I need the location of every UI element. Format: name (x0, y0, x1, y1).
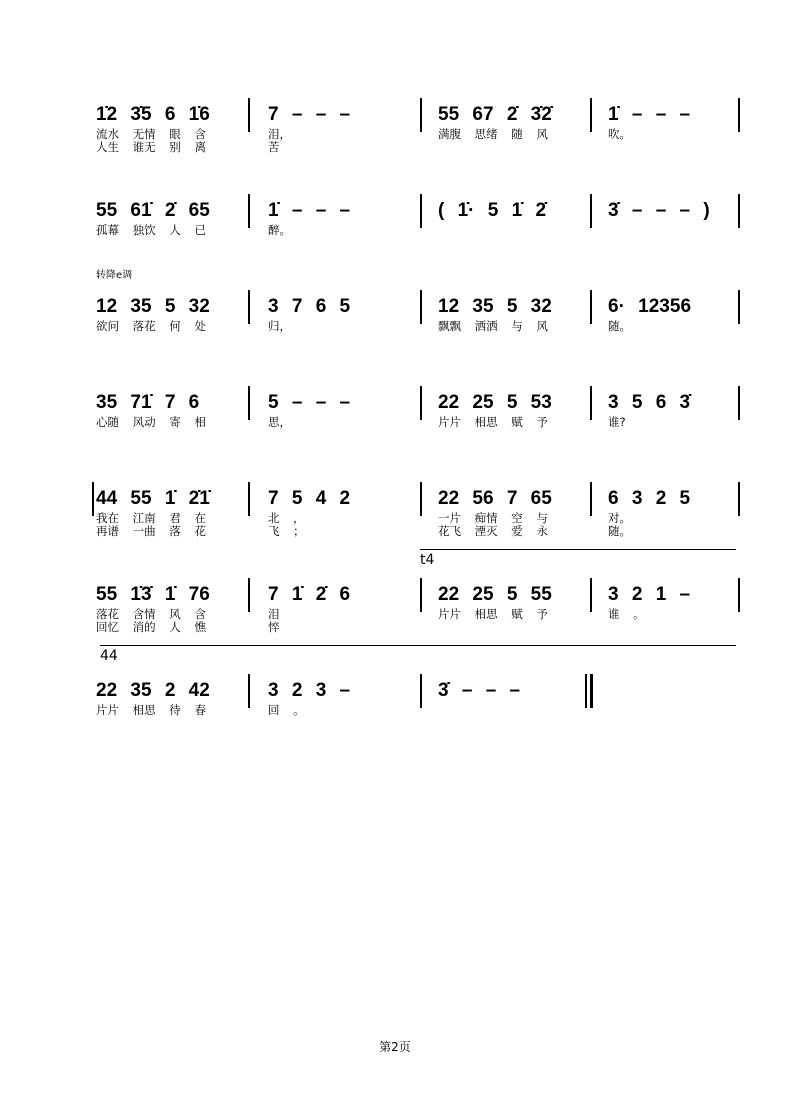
measure-notes: 12 35 5 32 (438, 296, 552, 317)
measure-notes: ( 1̇· 5 1̇ 2̇ (438, 200, 547, 221)
lyric-verse-1: 泪， (268, 127, 291, 141)
lyric-verse-1: 片片 相思 赋 予 (438, 415, 548, 429)
barline (590, 194, 592, 228)
barline (590, 386, 592, 420)
lyric-verse-1: 吹。 (608, 127, 631, 141)
lyric-verse-2: 苦 (268, 140, 280, 154)
score-system-4 (0, 390, 790, 470)
measure-notes: 22 25 5 55 (438, 584, 552, 605)
lyric-verse-1: 片片 相思 待 春 (96, 703, 206, 717)
measure-notes: 55 67 2̇ 3̇2̇ (438, 104, 552, 125)
lyric-verse-1: 流水 无情 眼 含 (96, 127, 206, 141)
measure-notes: 55 1̇3̇ 1̇ 76 (96, 584, 210, 605)
measure-notes: 7 5 4 2 (268, 488, 351, 509)
score-system-5 (0, 486, 790, 566)
lyric-verse-1: 我在 江南 君 在 (96, 511, 206, 525)
lyric-verse-1: 随。 (608, 319, 631, 333)
measure-notes: 55 61̇ 2̇ 65 (96, 200, 210, 221)
measure-notes: 1̇2 3̇5 6 1̇6 (96, 104, 210, 125)
barline (585, 674, 587, 708)
repeat-start-barline (92, 482, 94, 516)
barline (420, 194, 422, 228)
barline (248, 194, 250, 228)
lyric-verse-2: 花飞 湮灭 爱 永 (438, 524, 548, 538)
barline (738, 194, 740, 228)
barline (248, 290, 250, 324)
lyric-verse-2: 悴 (268, 620, 280, 634)
lyric-verse-1: 欲问 落花 何 处 (96, 319, 206, 333)
measure-notes: 35 71̇ 7 6 (96, 392, 200, 413)
barline (420, 578, 422, 612)
measure-notes: 3 5 6 3̇ (608, 392, 691, 413)
barline (248, 674, 250, 708)
measure-notes: 3 2 3 – (268, 680, 351, 701)
barline (248, 98, 250, 132)
measure-notes: 22 35 2 42 (96, 680, 210, 701)
lyric-verse-1: 心随 风动 寄 相 (96, 415, 206, 429)
measure-notes: 1̇ – – – (608, 104, 691, 125)
barline (248, 482, 250, 516)
lyric-verse-1: 回 。 (268, 703, 305, 717)
measure-notes: 3̇ – – – (438, 680, 521, 701)
barline (420, 386, 422, 420)
barline (420, 674, 422, 708)
lyric-verse-1: 归， (268, 319, 291, 333)
lyric-verse-1: 片片 相思 赋 予 (438, 607, 548, 621)
barline (420, 290, 422, 324)
lyric-verse-1: 醉。 (268, 223, 291, 237)
measure-notes: 44 55 1̇ 2̇1̇ (96, 488, 210, 509)
measure-notes: 3 2 1 – (608, 584, 691, 605)
barline (590, 290, 592, 324)
volta-label: t4 (420, 552, 435, 568)
volta-bracket (420, 549, 736, 550)
measure-notes: 3̇ – – – ) (608, 200, 710, 221)
barline (248, 578, 250, 612)
lyric-verse-1: 孤幕 独饮 人 已 (96, 223, 206, 237)
barline (420, 98, 422, 132)
score-system-6 (0, 552, 790, 662)
measure-notes: 6· 12356 (608, 296, 692, 317)
barline (590, 98, 592, 132)
barline (738, 98, 740, 132)
lyric-verse-1: 落花 含情 风 含 (96, 607, 206, 621)
measure-notes: 6 3 2 5 (608, 488, 691, 509)
lyric-verse-1: 对。 (608, 511, 631, 525)
measure-notes: 22 25 5 53 (438, 392, 552, 413)
barline (738, 386, 740, 420)
lyric-verse-2: 回忆 消的 人 憔 (96, 620, 206, 634)
score-system-7 (0, 648, 790, 758)
barline (738, 578, 740, 612)
lyric-verse-2: 飞 ； (268, 524, 305, 538)
lyric-verse-1: 北 ， (268, 511, 305, 525)
score-system-3 (0, 270, 790, 374)
lyric-verse-1: 泪 (268, 607, 280, 621)
lyric-verse-2: 随。 (608, 524, 631, 538)
barline (420, 482, 422, 516)
barline (590, 578, 592, 612)
key-change-note: 转降e调 (96, 270, 133, 281)
lyric-verse-2: 再谱 一曲 落 花 (96, 524, 206, 538)
volta-bracket (100, 645, 736, 646)
measure-notes: 12 35 5 32 (96, 296, 210, 317)
page-number: 第2页 (379, 1040, 411, 1054)
measure-notes: 22 56 7 65 (438, 488, 552, 509)
lyric-verse-1: 谁 。 (608, 607, 645, 621)
measure-notes: 7 – – – (268, 104, 351, 125)
lyric-verse-1: 一片 痴情 空 与 (438, 511, 548, 525)
measure-notes: 5 – – – (268, 392, 351, 413)
barline (738, 482, 740, 516)
barline (738, 290, 740, 324)
lyric-verse-2: 人生 谁无 别 离 (96, 140, 206, 154)
lyric-verse-1: 满腹 思绪 随 风 (438, 127, 548, 141)
measure-notes: 3 7 6 5 (268, 296, 351, 317)
final-barline (590, 674, 593, 708)
barline (590, 482, 592, 516)
volta-label: 44 (100, 648, 118, 664)
measure-notes: 7 1̇ 2̇ 6 (268, 584, 351, 605)
lyric-verse-1: 谁? (608, 415, 626, 429)
score-system-1 (0, 102, 790, 182)
lyric-verse-1: 思， (268, 415, 291, 429)
measure-notes: 1̇ – – – (268, 200, 351, 221)
barline (248, 386, 250, 420)
lyric-verse-1: 飘飘 洒洒 与 风 (438, 319, 548, 333)
